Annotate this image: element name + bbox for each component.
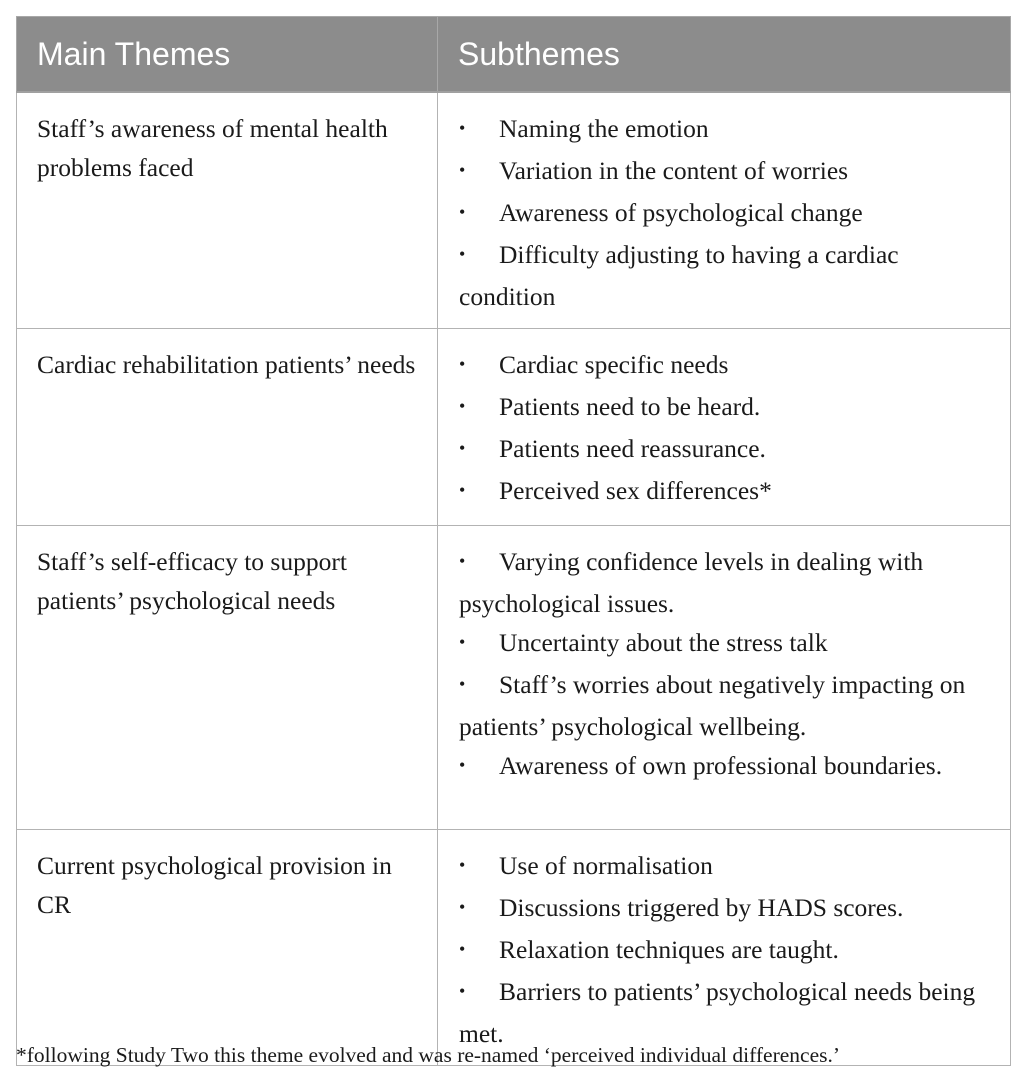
- subtheme-list: [459, 109, 1000, 316]
- bullet-icon: •: [459, 354, 466, 374]
- subthemes-cell: [438, 92, 1011, 329]
- bullet-icon: •: [459, 897, 466, 917]
- main-theme-cell: Current psychological provision in CR: [17, 830, 438, 1066]
- subtheme-item: • Patients need reassurance.: [459, 429, 1000, 471]
- bullet-icon: •: [459, 202, 466, 222]
- main-theme-cell: Staff’s self-efficacy to support patients’ psychological needs: [17, 526, 438, 830]
- bullet-icon: •: [459, 632, 466, 652]
- subtheme-item: • Use of normalisation: [459, 846, 1000, 888]
- subtheme-item: • Variation in the content of worries: [459, 151, 1000, 193]
- subthemes-cell: [438, 830, 1011, 1066]
- table-footnote: *following Study Two this theme evolved and was re-named ‘perceived individual differences.’: [16, 1043, 841, 1067]
- main-theme-cell: Cardiac rehabilitation patients’ needs: [17, 329, 438, 526]
- bullet-icon: •: [459, 755, 466, 775]
- header-main-themes: Main Themes: [17, 17, 438, 93]
- table-row: [17, 329, 1011, 526]
- table-row: [17, 92, 1011, 329]
- main-theme-cell: Staff’s awareness of mental health problems faced: [17, 92, 438, 329]
- subtheme-item: • Uncertainty about the stress talk: [459, 623, 1000, 665]
- table-body: [17, 92, 1011, 1066]
- themes-table-container: [16, 16, 1010, 1066]
- subtheme-item: • Naming the emotion: [459, 109, 1000, 151]
- subtheme-item: • Patients need to be heard.: [459, 387, 1000, 429]
- subtheme-item: • Awareness of own professional boundaries.: [459, 746, 1000, 788]
- bullet-icon: •: [459, 396, 466, 416]
- subtheme-item: • Perceived sex differences*: [459, 471, 1000, 513]
- bullet-icon: •: [459, 480, 466, 500]
- bullet-icon: •: [459, 674, 466, 694]
- table-header: [17, 17, 1011, 93]
- subtheme-item: • Cardiac specific needs: [459, 345, 1000, 387]
- subtheme-item: • Discussions triggered by HADS scores.: [459, 888, 1000, 930]
- subtheme-item: • Staff’s worries about negatively impacting on patients’ psychological wellbeing.: [459, 665, 1000, 746]
- themes-table: [16, 16, 1011, 1066]
- bullet-icon: •: [459, 160, 466, 180]
- header-subthemes: Subthemes: [438, 17, 1011, 93]
- header-row: [17, 17, 1011, 93]
- subtheme-item: • Awareness of psychological change: [459, 193, 1000, 235]
- bullet-icon: •: [459, 981, 466, 1001]
- bullet-icon: •: [459, 855, 466, 875]
- subthemes-cell: [438, 526, 1011, 830]
- subthemes-cell: [438, 329, 1011, 526]
- bullet-icon: •: [459, 118, 466, 138]
- table-row: [17, 526, 1011, 830]
- table-row: [17, 830, 1011, 1066]
- subtheme-item: • Barriers to patients’ psychological needs being met.: [459, 972, 1000, 1053]
- subtheme-item: • Difficulty adjusting to having a cardiac condition: [459, 235, 1000, 316]
- subtheme-list: [459, 542, 1000, 788]
- bullet-icon: •: [459, 438, 466, 458]
- subtheme-list: [459, 846, 1000, 1053]
- subtheme-item: • Varying confidence levels in dealing with psychological issues.: [459, 542, 1000, 623]
- bullet-icon: •: [459, 551, 466, 571]
- subtheme-list: [459, 345, 1000, 513]
- subtheme-item: • Relaxation techniques are taught.: [459, 930, 1000, 972]
- bullet-icon: •: [459, 939, 466, 959]
- bullet-icon: •: [459, 244, 466, 264]
